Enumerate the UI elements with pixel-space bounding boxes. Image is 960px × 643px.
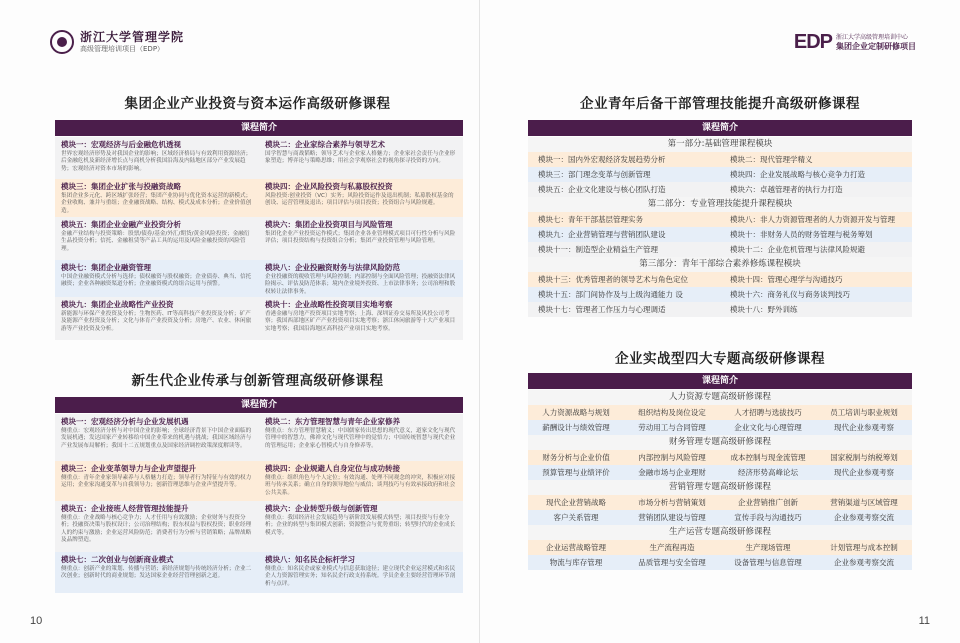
- module-card: [259, 501, 463, 552]
- table-cell: 品质管理与安全管理: [638, 558, 706, 567]
- table-cell: 模块四：企业发展战略与核心竞争力打造: [730, 170, 865, 179]
- table-cell: 设备管理与信息管理: [734, 558, 802, 567]
- module-title: 模块二：企业家综合素养与领导艺术: [265, 140, 385, 149]
- table-cell: 营销渠道与区域管理: [830, 498, 898, 507]
- module-title: 模块二：东方管理智慧与青年企业家修养: [265, 417, 400, 426]
- table-cell: 生产流程再造: [649, 543, 695, 552]
- module-card: [259, 552, 463, 593]
- module-desc: 国学智慧与商战韬略；领导艺术与企业家人格魅力；企业家社会责任与企业形象塑造；博弈论与策略思维；用社会学观察社会的视角探寻投资的方向。: [265, 151, 456, 165]
- module-grid: [55, 137, 463, 340]
- table-row: [528, 465, 912, 480]
- zju-seal-icon: [50, 30, 74, 54]
- page-number: 11: [918, 615, 930, 627]
- table-cell: 内部控制与风险管理: [638, 453, 706, 462]
- module-desc: 企业投融资的税收管理与风险控制；内部控制与全面风险管理；投融资法律风险揭示、评估及防范体系；境内企业境外投资、上市法律事务；公司治理和股权转让法律事务。: [265, 274, 456, 295]
- page-number: 10: [30, 615, 43, 627]
- table-cell: 现代企业参观考察: [834, 468, 894, 477]
- zju-logo: [50, 30, 184, 54]
- module-card: [259, 414, 463, 461]
- table-cell: 模块十七：管理者工作压力与心理调适: [538, 305, 666, 314]
- table-row: [528, 287, 912, 302]
- table-cell: 模块八：非人力资源管理者的人力资源开发与管理: [730, 215, 895, 224]
- table-cell: 模块十四：管理心理学与沟通技巧: [730, 275, 843, 284]
- part-heading: 第一部分:基础管理课程模块: [528, 137, 912, 152]
- module-title: 模块五：企业接班人经营管理技能提升: [61, 504, 189, 513]
- module-desc: 风险投资:创业投资（VC）实务；风险投资运作及退出机制；私募股权基金的创设、运营管理及退出；项目评估与项目投资；投资组合与风险规避。: [265, 193, 454, 207]
- module-desc: 侧重点：我国经济社会发展趋势与新阶段发展模式转型；项目投资与行业分析；企业的转型与集团模式创新；资源整合与优势重组；转型时代的企业成长模式等。: [265, 515, 456, 536]
- table-cell: 模块九：企业营销管理与营销团队建设: [538, 230, 666, 239]
- section-title: 集团企业产业投资与资本运作高级研修课程: [124, 96, 391, 112]
- table-cell: 模块十三：优秀管理者的领导艺术与角色定位: [538, 275, 688, 284]
- table-cell: 经济形势高峰论坛: [738, 468, 798, 477]
- edp-mark: EDP: [793, 31, 832, 53]
- table-cell: 营销团队建设与管理: [638, 513, 706, 522]
- module-card: [259, 137, 463, 179]
- table-cell: 模块一：国内外宏观经济发展趋势分析: [538, 155, 666, 164]
- module-desc: 侧重点：企业战略与核心竞争力；人才任用与有效激励；企业财务与投资分析；投融资决策与股权设计；公司治理结构；股东权益与股权投资；职业经理人的约束与激励；企业运营风险防范；消费者行为分析与营销策略；品牌战略及品牌塑造。: [61, 515, 252, 544]
- section-title: 企业实战型四大专题高级研修课程: [615, 351, 825, 367]
- part-heading: 营销管理专题高级研修课程: [528, 480, 912, 495]
- module-card: [55, 461, 259, 501]
- table-cell: 薪酬设计与绩效管理: [542, 423, 610, 432]
- section-header: 课程简介: [55, 397, 463, 413]
- table-cell: 模块十：非财务人员的财务管理与税务筹划: [730, 230, 873, 239]
- table-row: [528, 302, 912, 317]
- table-cell: 现代企业参观考察: [834, 423, 894, 432]
- table-cell: 企业参观考察交流: [834, 513, 894, 522]
- table-cell: 模块三：部门理念变革与创新管理: [538, 170, 651, 179]
- module-desc: 金融产业结构与投资策略：股票/债券/基金/外汇/期货/黄金风险投资；金融衍生品投资分析；信托、金融租赁等产品工具的运用及风险金融投资的风险管理。: [61, 231, 250, 252]
- table-cell: 物流与库存管理: [549, 558, 603, 567]
- table-row: [528, 510, 912, 525]
- edp-line1: 浙江大学高级管理培训中心: [836, 34, 909, 41]
- module-desc: 侧重点：青年企业家领导素养与人格魅力打造；领导者行为特征与有效的权力运用；企业家沟通变革与自我领导力；创新管理思维与企业声望提升等。: [61, 475, 252, 489]
- module-desc: 侧重点：组织角色与个人定位；有效沟通、处理不同观念的冲突，积极应对接班与传承关系；确立自身的领导地位与威信；谈判技巧与有效承接政府和社会公共关系。: [265, 475, 456, 496]
- part-heading: 第二部分：专业管理技能提升课程模块: [528, 197, 912, 212]
- module-desc: 侧重点：东方管理智慧精义；中国儒家传出思想的现代意义，道家文化与现代管理中的智慧力，佛禅文化与现代管理中的觉悟力；中国传统智慧与现代企业的管理运用；企业家心智模式与自身修养等。: [265, 428, 456, 449]
- module-desc: 世界宏观经济形势及对我国企业的影响；区域经济格局与有效利用资源经济；后金融危机及新经济增长点与商机分析我国沿海及内陆地区部分产业发展趋势；宏观经济对资本市场的影响。: [61, 151, 252, 172]
- section-header: 课程简介: [528, 120, 912, 136]
- section-header: 课程简介: [55, 120, 463, 136]
- table-row: [528, 152, 912, 167]
- part-heading: 财务管理专题高级研修课程: [528, 435, 912, 450]
- module-title: 模块一：宏观经济与后金融危机透视: [61, 140, 181, 149]
- table-cell: 模块十五：部门间协作及与上级沟通能力 设: [538, 290, 683, 299]
- module-title: 模块九：集团企业战略性产业投资: [61, 300, 174, 309]
- table-row: [528, 212, 912, 227]
- section-title: 新生代企业传承与创新管理高级研修课程: [131, 373, 384, 389]
- module-card: [259, 179, 463, 217]
- module-desc: 新能源与环保产业投资及分析；生物医药、IT等高科技产业投资及分析；矿产及能源产业投资及分析；文化与体育产业投资及分析；房地产、农业、休闲旅游等产业投资及分析。: [61, 311, 252, 332]
- table-cell: 现代企业营销战略: [546, 498, 606, 507]
- table-cell: 企业参观考察交流: [834, 558, 894, 567]
- module-card: [259, 217, 463, 260]
- module-title: 模块七：二次创业与创新商业模式: [61, 555, 174, 564]
- module-title: 模块三：集团企业扩张与投融资战略: [61, 182, 181, 191]
- section-header: 课程简介: [528, 373, 912, 389]
- table-row: [528, 405, 912, 420]
- table-cell: 组织结构及岗位设定: [638, 408, 706, 417]
- part-heading: 人力资源专题高级研修课程: [528, 390, 912, 405]
- table-row: [528, 420, 912, 435]
- module-title: 模块六：集团企业投资项目与风险管理: [265, 220, 393, 229]
- logo-name: 浙江大学管理学院: [80, 30, 185, 44]
- table-cell: 企业文化与心理管理: [734, 423, 802, 432]
- topic-table: [528, 390, 912, 570]
- module-card: [259, 461, 463, 501]
- module-title: 模块六：企业转型升级与创新管理: [265, 504, 378, 513]
- table-cell: 金融市场与企业理财: [638, 468, 706, 477]
- table-cell: 计划管理与成本控制: [830, 543, 898, 552]
- table-cell: 企业营销推广创新: [738, 498, 798, 507]
- table-cell: 人力资源战略与规划: [542, 408, 610, 417]
- module-desc: 香港金融与房地产投资项目实地考察；上海、深圳证券交易所及风投公司考察；我国西部地区矿产产业投资项目实地考察；浙江休闲旅游等十大产业项目实地考察；我国沿海地区高科技产业项目实地考察。: [265, 311, 456, 332]
- table-cell: 财务分析与企业价值: [542, 453, 610, 462]
- module-card: [55, 137, 259, 179]
- table-cell: 模块十六：商务礼仪与商务谈判技巧: [730, 290, 850, 299]
- table-cell: 模块六：卓越管理者的执行力打造: [730, 185, 843, 194]
- table-cell: 模块十一：制造型企业精益生产管理: [538, 245, 658, 254]
- module-card: [259, 260, 463, 297]
- module-desc: 集团化企业产业投资运作模式；集团企业各业管理模式项目可行性分析与风险评估；项目投资结构与投资组合分析；集团产业投资管理与风险管理。: [265, 231, 456, 245]
- table-cell: 成本控制与现金流管理: [730, 453, 806, 462]
- module-card: [55, 552, 259, 593]
- module-title: 模块五：集团企业金融产业投资分析: [61, 220, 181, 229]
- module-title: 模块四：企业规避人自身定位与成功转接: [265, 464, 400, 473]
- module-desc: 集团企业多元化、跨区域扩张经营；集团产业协同与优化资本运营的新模式；企业收购、兼并与重组；企业融资战略、结构、模式及成本分析；企业价值创造。: [61, 193, 252, 214]
- module-card: [55, 217, 259, 260]
- part-heading: 第三部分：青年干部综合素养修炼课程模块: [528, 257, 912, 272]
- table-cell: 生产现场管理: [745, 543, 791, 552]
- table-cell: 劳动用工与合同管理: [638, 423, 706, 432]
- module-title: 模块七：集团企业融资管理: [61, 263, 151, 272]
- table-row: [528, 242, 912, 257]
- module-grid: [55, 414, 463, 593]
- module-desc: 侧重点：知名民企或家业模式与信息获取途径；建立现代企业运营模式和名民企人力资源管理实务；知名民企行政支持系统。学员企业主要经营管理环节剖析与点评。: [265, 566, 456, 587]
- module-card: [259, 297, 463, 340]
- part-heading: 生产运营专题高级研修课程: [528, 525, 912, 540]
- module-card: [55, 260, 259, 297]
- edp-line2: 集团企业定制研修项目: [836, 42, 916, 51]
- table-row: [528, 167, 912, 182]
- table-row: [528, 450, 912, 465]
- table-cell: 国家税制与纳税筹划: [830, 453, 898, 462]
- module-desc: 侧重点：创新产业的策划、传播与营销；新经济规划与传统经济分析；企业二次创业；创新时代的商业规划；发达国家企业经营管理创新之道。: [61, 566, 252, 580]
- module-card: [55, 414, 259, 461]
- module-title: 模块十：企业战略性投资项目实地考察: [265, 300, 393, 309]
- module-card: [55, 179, 259, 217]
- right-page: [480, 0, 960, 643]
- module-title: 模块四：企业风险投资与私募股权投资: [265, 182, 393, 191]
- table-row: [528, 555, 912, 570]
- module-title: 模块八：企业投融资财务与法律风险防范: [265, 263, 400, 272]
- table-row: [528, 495, 912, 510]
- module-title: 模块一：宏观经济分析与企业发展机遇: [61, 417, 189, 426]
- table-cell: 员工培训与职业规划: [830, 408, 898, 417]
- table-cell: 模块七：青年干部基层管理实务: [538, 215, 643, 224]
- table-cell: 人才招聘与选拔技巧: [734, 408, 802, 417]
- edp-logo: [794, 31, 916, 54]
- table-cell: 客户关系管理: [553, 513, 599, 522]
- table-row: [528, 182, 912, 197]
- table-row: [528, 227, 912, 242]
- module-title: 模块八：知名民企标杆学习: [265, 555, 355, 564]
- table-cell: 企业运营战略管理: [546, 543, 606, 552]
- module-desc: 侧重点：宏观经济分析与对中国企业的影响；全球经济背景下中国企业面临的发展机遇；发达国家产业转移给中国企业带来的机遇与挑战；我国区域经济与产业发展布局解析；我国十二五规划重点及国家经济调控政策深度解读等。: [61, 428, 252, 449]
- module-title: 模块三：企业变革领导力与企业声望提升: [61, 464, 196, 473]
- module-card: [55, 501, 259, 552]
- table-cell: 模块十二：企业危机管理与法律风险规避: [730, 245, 865, 254]
- module-desc: 中国企业融资模式分析与选择；债权融资与股权融资；企业债券、典当、信托融资；企业各种融资渠道分析；企业融资模式的组合运用与预警。: [61, 274, 252, 288]
- table-cell: 市场分析与营销策划: [638, 498, 706, 507]
- table-cell: 模块五：企业文化建设与核心团队打造: [538, 185, 666, 194]
- logo-sub: 高级管理培训项目（EDP）: [80, 45, 165, 53]
- table-row: [528, 272, 912, 287]
- table-row: [528, 540, 912, 555]
- table-cell: 模块十八：野外训练: [730, 305, 798, 314]
- table-cell: 宣传手段与沟通技巧: [734, 513, 802, 522]
- table-cell: 预算管理与业绩评价: [542, 468, 610, 477]
- section-title: 企业青年后备干部管理技能提升高级研修课程: [580, 96, 860, 112]
- table-cell: 模块二：现代管理学精义: [730, 155, 813, 164]
- module-card: [55, 297, 259, 340]
- course-table: [528, 137, 912, 317]
